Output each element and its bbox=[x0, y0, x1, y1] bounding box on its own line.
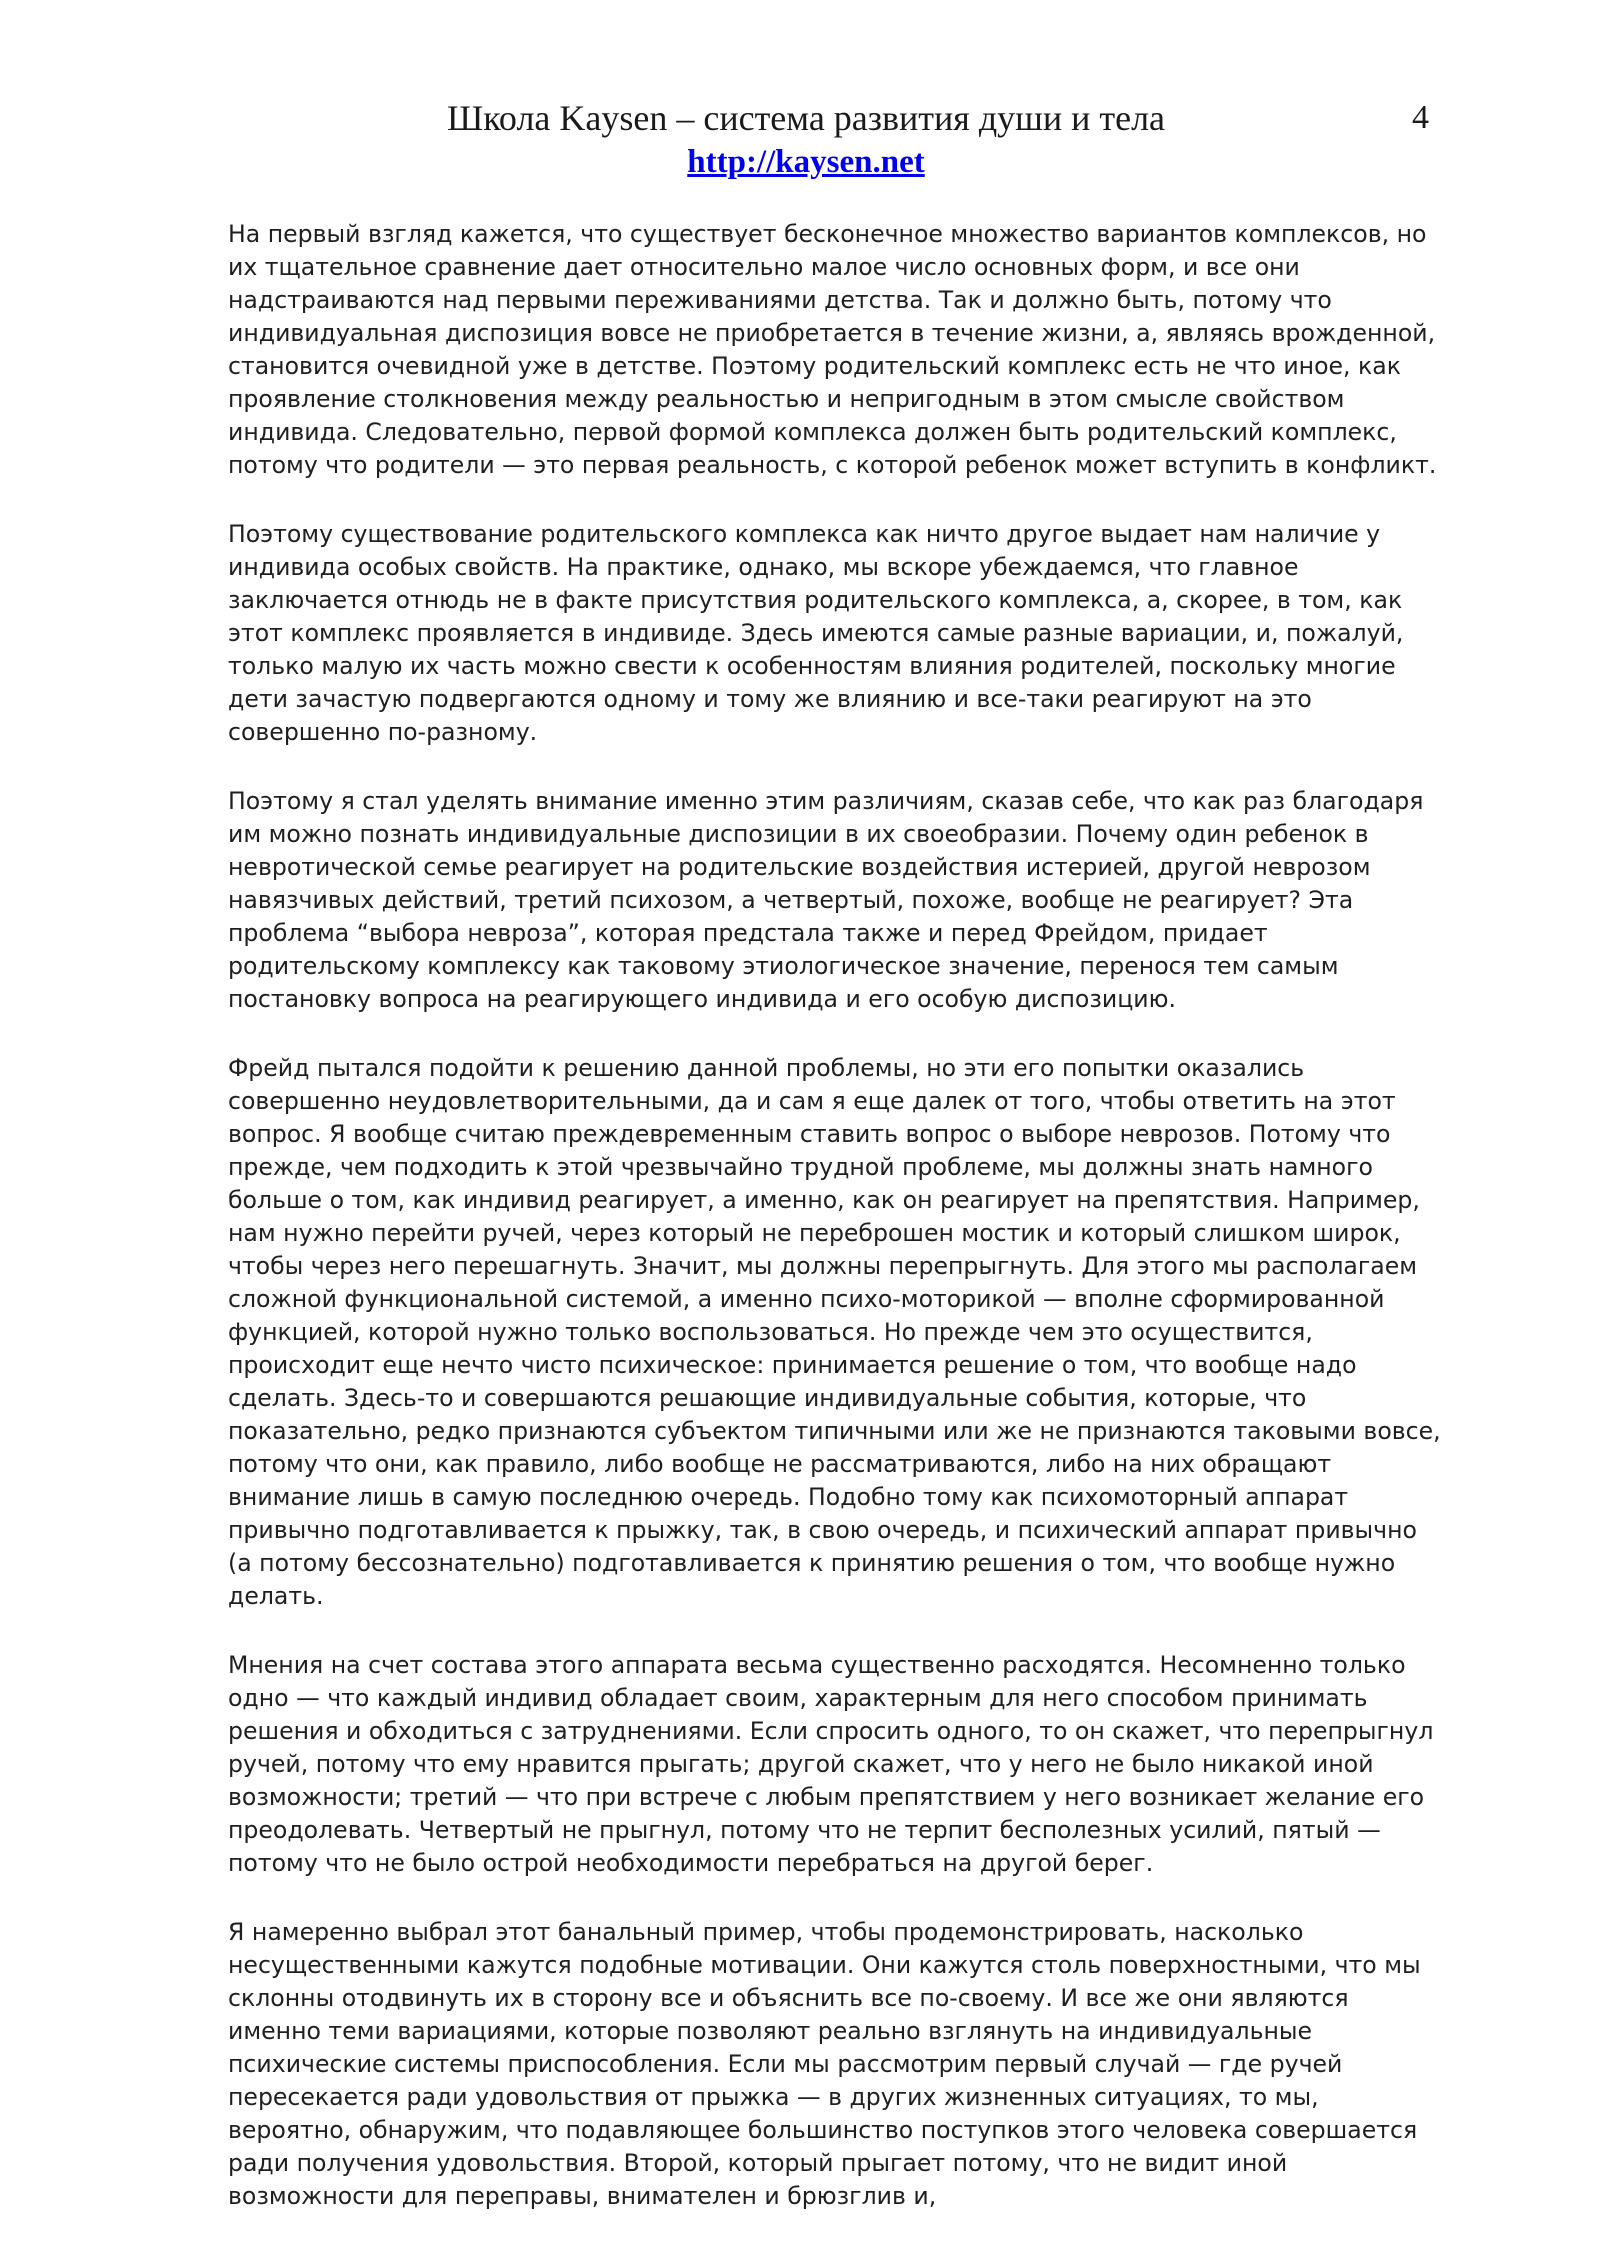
page-number: 4 bbox=[1412, 99, 1429, 136]
header-title: Школа Kaysen – система развития души и тела bbox=[446, 98, 1166, 138]
paragraph: Поэтому я стал уделять внимание именно этим различиям, сказав себе, что как раз благодаря им можно познать индивидуальные диспозиции в их своеобразии. Почему один ребенок в невротической семье реагирует на родительские воздействия истерией, другой неврозом навязчивых действий, третий психозом, а четвертый, похоже, вообще не реагирует? Эта проблема “выбора невроза”, которая предстала также и перед Фрейдом, придает родительскому комплексу как таковому этиологическое значение, перенося тем самым постановку вопроса на реагирующего индивида и его особую диспозицию. bbox=[228, 787, 1424, 1013]
paragraph: Поэтому существование родительского комплекса как ничто другое выдает нам наличие у индивида особых свойств. На практике, однако, мы вскоре убеждаемся, что главное заключается отнюдь не в факте присутствия родительского комплекса, а, скорее, в том, как этот комплекс проявляется в индивиде. Здесь имеются самые разные вариации, и, пожалуй, только малую их часть можно свести к особенностям влияния родителей, поскольку многие дети зачастую подвергаются одному и тому же влиянию и все-таки реагируют на это совершенно по-разному. bbox=[228, 520, 1404, 746]
paragraph: Я намеренно выбрал этот банальный пример, чтобы продемонстрировать, насколько несущественными кажутся подобные мотивации. Они кажутся столь поверхностными, что мы склонны отодвинуть их в сторону все и объяснить все по-своему. И все же они являются именно теми вариациями, которые позволяют реально взглянуть на индивидуальные психические системы приспособления. Если мы рассмотрим первый случай — где ручей пересекается ради удовольствия от прыжка — в других жизненных ситуациях, то мы, вероятно, обнаружим, что подавляющее большинство поступков этого человека совершается ради получения удовольствия. Второй, который прыгает потому, что не видит иной возможности для переправы, внимателен и брюзглив и, bbox=[228, 1918, 1421, 2210]
page-header bbox=[0, 96, 1600, 184]
website-link[interactable]: http://kaysen.net bbox=[687, 144, 925, 180]
body-text bbox=[228, 218, 1446, 2249]
paragraph: На первый взгляд кажется, что существует бесконечное множество вариантов комплексов, но их тщательное сравнение дает относительно малое число основных форм, и все они надстраиваются над первыми переживаниями детства. Так и должно быть, потому что индивидуальная диспозиция вовсе не приобретается в течение жизни, а, являясь врожденной, становится очевидной уже в детстве. Поэтому родительский комплекс есть не что иное, как проявление столкновения между реальностью и непригодным в этом смысле свойством индивида. Следовательно, первой формой комплекса должен быть родительский комплекс, потому что родители — это первая реальность, с которой ребенок может вступить в конфликт. bbox=[228, 220, 1437, 479]
paragraph: Мнения на счет состава этого аппарата весьма существенно расходятся. Несомненно только одно — что каждый индивид обладает своим, характерным для него способом принимать решения и обходиться с затруднениями. Если спросить одного, то он скажет, что перепрыгнул ручей, потому что ему нравится прыгать; другой скажет, что у него не было никакой иной возможности; третий — что при встрече с любым препятствием у него возникает желание его преодолевать. Четвертый не прыгнул, потому что не терпит бесполезных усилий, пятый — потому что не было острой необходимости перебраться на другой берег. bbox=[228, 1651, 1434, 1877]
paragraph: Фрейд пытался подойти к решению данной проблемы, но эти его попытки оказались совершенно неудовлетворительными, да и сам я еще далек от того, чтобы ответить на этот вопрос. Я вообще считаю преждевременным ставить вопрос о выборе неврозов. Потому что прежде, чем подходить к этой чрезвычайно трудной проблеме, мы должны знать намного больше о том, как индивид реагирует, а именно, как он реагирует на препятствия. Например, нам нужно перейти ручей, через который не переброшен мостик и который слишком широк, чтобы через него перешагнуть. Значит, мы должны перепрыгнуть. Для этого мы располагаем сложной функциональной системой, а именно психо-моторикой — вполне сформированной функцией, которой нужно только воспользоваться. Но прежде чем это осуществится, происходит еще нечто чисто психическое: принимается решение о том, что вообще надо сделать. Здесь-то и совершаются решающие индивидуальные события, которые, что показательно, редко признаются субъектом типичными или же не признаются таковыми вовсе, потому что они, как правило, либо вообще не рассматриваются, либо на них обращают внимание лишь в самую последнюю очередь. Подобно тому как психомоторный аппарат привычно подготавливается к прыжку, так, в свою очередь, и психический аппарат привычно (а потому бессознательно) подготавливается к принятию решения о том, что вообще нужно делать. bbox=[228, 1054, 1441, 1610]
